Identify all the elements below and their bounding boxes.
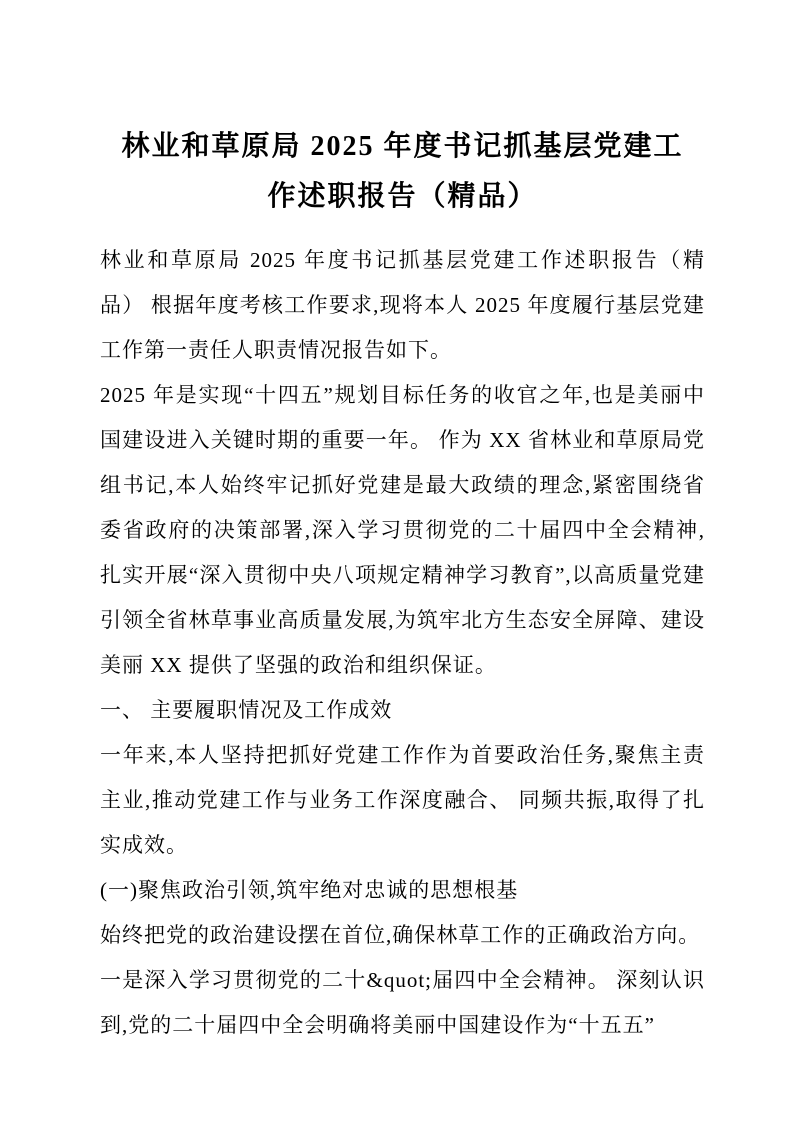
paragraph-plenary-study: 一是深入学习贯彻党的二十&quot;届四中全会精神。 深刻认识到,党的二十届四中全会明确将美丽中国建设作为“十五五”: [100, 968, 705, 1037]
paragraph-year-overview: 2025 年是实现“十四五”规划目标任务的收官之年,也是美丽中国建设进入关键时期的重要一年。 作为 XX 省林业和草原局党组书记,本人始终牢记抓好党建是最大政绩的理念,紧密围绕省委省政府的决策部署,深入学习贯彻党的二十届四中全会精神,扎实开展“深入贯彻中央八项规定精神学习教育”,以高质量党建引领全省林草事业高质量发展,为筑牢北方生态安全屏障、建设美丽 XX 提供了坚强的政治和组织保证。: [100, 383, 705, 677]
document-body: [100, 238, 705, 1048]
document-title-line-1: 林业和草原局 2025 年度书记抓基层党建工: [121, 131, 684, 162]
section-heading-main-duties: 一、 主要履职情况及工作成效: [100, 698, 393, 722]
document-title-line-2: 作述职报告（精品）: [267, 181, 538, 212]
paragraph-duties-summary: 一年来,本人坚持把抓好党建工作作为首要政治任务,聚焦主责主业,推动党建工作与业务工作深度融合、 同频共振,取得了扎实成效。: [100, 743, 705, 857]
paragraph-political-construction: 始终把党的政治建设摆在首位,确保林草工作的正确政治方向。: [100, 923, 701, 947]
document-title: [100, 122, 705, 222]
paragraph-report-intro: 林业和草原局 2025 年度书记抓基层党建工作述职报告（精品） 根据年度考核工作要求,现将本人 2025 年度履行基层党建工作第一责任人职责情况报告如下。: [100, 248, 705, 362]
subsection-heading-political-leadership: (一)聚焦政治引领,筑牢绝对忠诚的思想根基: [100, 878, 519, 902]
